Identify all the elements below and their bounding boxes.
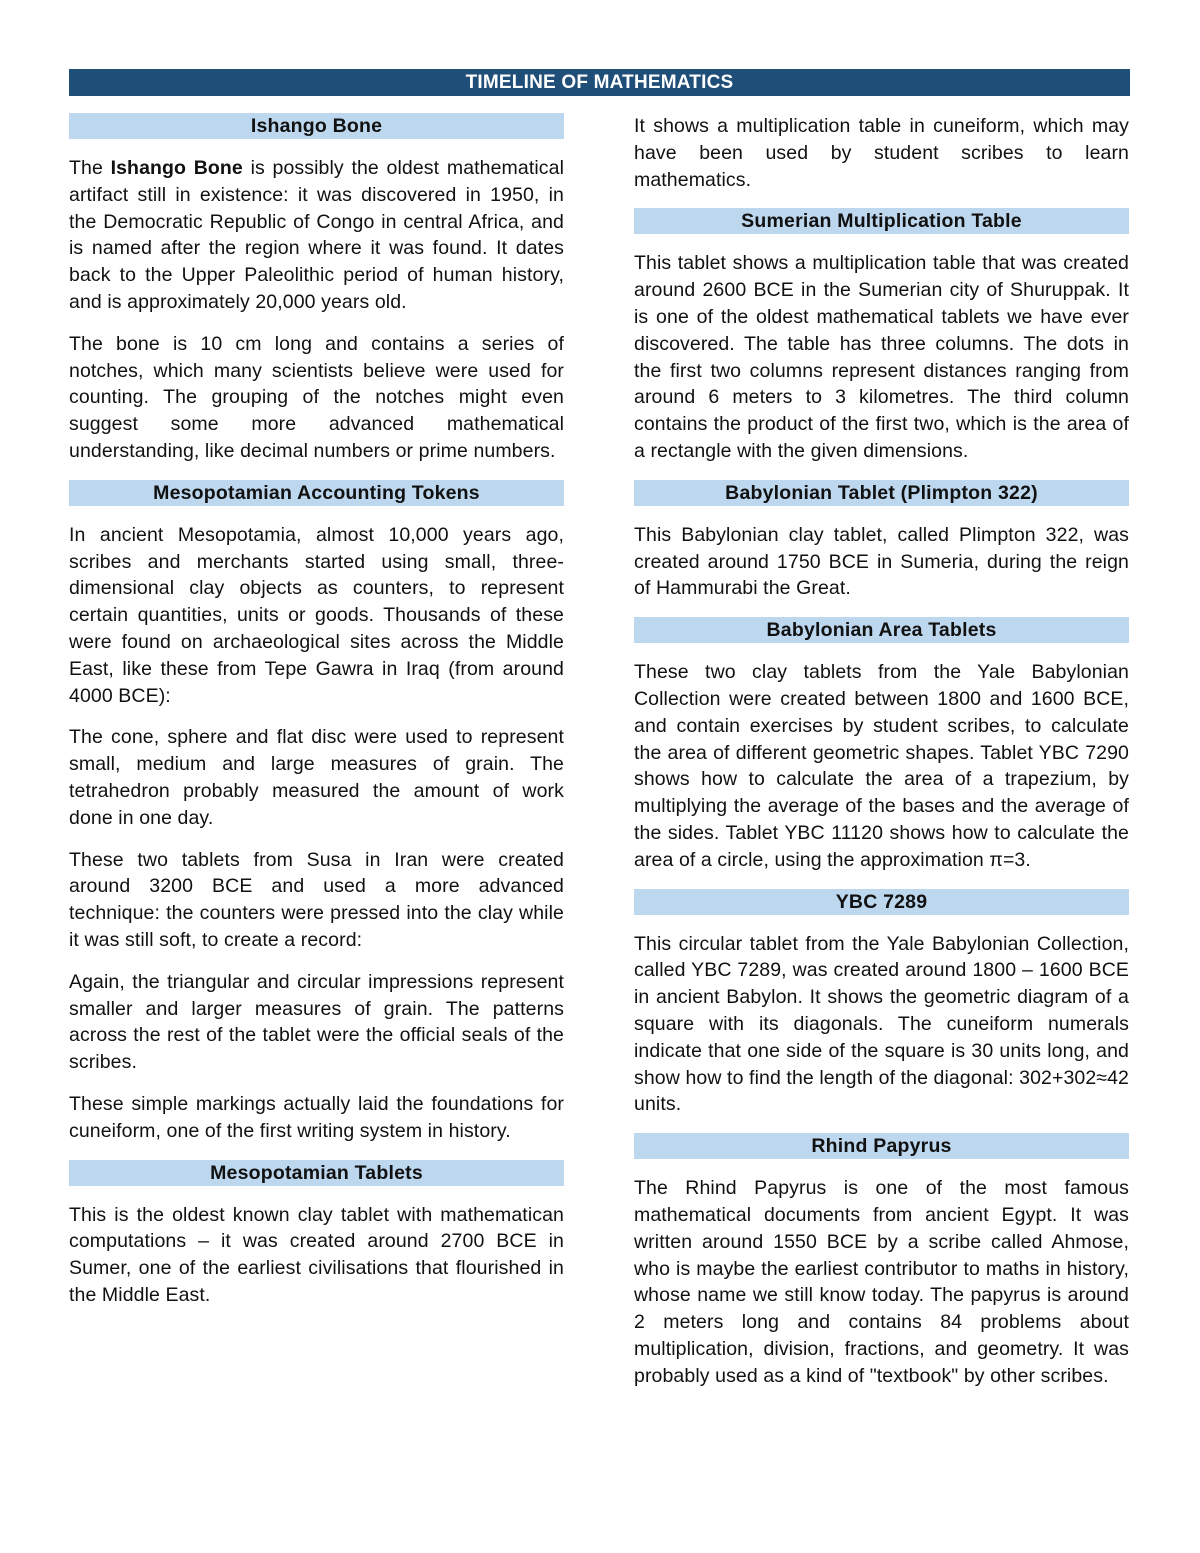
tokens-paragraph-2: The cone, sphere and flat disc were used to represent small, medium and large measures of grain. The tetrahedron probably measured the amount of work done in one day. — [69, 726, 564, 829]
heading-ishango-bone: Ishango Bone — [69, 113, 564, 139]
area-paragraph-1: These two clay tablets from the Yale Babylonian Collection were created between 1800 and 1600 BCE, and contain exercises by student scribes, to calculate the area of different geometric shapes. Tablet YBC 7290 shows how to calculate the area of a trapezium, by multiplying the average of the bases and the average of the sides. Tablet YBC 11120 shows how to calculate the area of a circle, using the approximation π=3. — [634, 661, 1129, 871]
tokens-paragraph-5: These simple markings actually laid the foundations for cuneiform, one of the first writing system in history. — [69, 1092, 564, 1142]
left-column — [69, 113, 564, 1324]
ishango-p1-pre: The — [69, 157, 111, 179]
ishango-p1-bold: Ishango Bone — [110, 157, 243, 179]
heading-mesopotamian-tablets: Mesopotamian Tablets — [69, 1160, 564, 1186]
ishango-paragraph-1 — [69, 155, 564, 316]
heading-rhind-papyrus: Rhind Papyrus — [634, 1133, 1129, 1159]
heading-babylonian-area-tablets: Babylonian Area Tablets — [634, 617, 1129, 643]
ybc-paragraph-1: This circular tablet from the Yale Babylonian Collection, called YBC 7289, was created around 1800 – 1600 BCE in ancient Babylon. It shows the geometric diagram of a square with its diagonals. The cuneiform numerals indicate that one side of the square is 30 units long, and show how to find the length of the diagonal: 302+302≈42 units. — [634, 932, 1129, 1116]
sumerian-paragraph-1: This tablet shows a multiplication table that was created around 2600 BCE in the Sumerian city of Shuruppak. It is one of the oldest mathematical tablets we have ever discovered. The table has three columns. The dots in the first two columns represent distances ranging from around 6 meters to 3 kilometres. The third column contains the product of the first two, which is the area of a rectangle with the given dimensions. — [634, 252, 1129, 462]
plimpton-paragraph-1: This Babylonian clay tablet, called Plimpton 322, was created around 1750 BCE in Sumeria, during the reign of Hammurabi the Great. — [634, 523, 1129, 600]
tokens-paragraph-1: In ancient Mesopotamia, almost 10,000 years ago, scribes and merchants started using small, three-dimensional clay objects as counters, to represent certain quantities, units or goods. Thousands of these were found on archaeological sites across the Middle East, like these from Tepe Gawra in Iraq (from around 4000 BCE): — [69, 523, 564, 707]
rhind-paragraph-1: The Rhind Papyrus is one of the most famous mathematical documents from ancient Egypt. It was written around 1550 BCE by a scribe called Ahmose, who is maybe the earliest contributor to maths in history, whose name we still know today. The papyrus is around 2 meters long and contains 84 problems about multiplication, division, fractions, and geometry. It was probably used as a kind of "textbook" by other scribes. — [634, 1177, 1129, 1387]
heading-ybc-7289: YBC 7289 — [634, 889, 1129, 915]
tablets-paragraph-1: This is the oldest known clay tablet with mathematican computations – it was created around 2700 BCE in Sumer, one of the earliest civilisations that flourished in the Middle East. — [69, 1203, 564, 1306]
document-title: TIMELINE OF MATHEMATICS — [69, 69, 1130, 96]
ishango-paragraph-2: The bone is 10 cm long and contains a series of notches, which many scientists believe were used for counting. The grouping of the notches might even suggest some more advanced mathematical understanding, like decimal numbers or prime numbers. — [69, 332, 564, 462]
ishango-p1-post: is possibly the oldest mathematical artifact still in existence: it was discovered in 1950, in the Democratic Republic of Congo in central Africa, and is named after the region where it was found. It dates back to the Upper Paleolithic period of human history, and is approximately 20,000 years old. — [69, 157, 565, 313]
heading-sumerian-multiplication-table: Sumerian Multiplication Table — [634, 208, 1129, 234]
tokens-paragraph-3: These two tablets from Susa in Iran were created around 3200 BCE and used a more advanced technique: the counters were pressed into the clay while it was still soft, to create a record: — [69, 848, 564, 951]
tablets-continued-paragraph: It shows a multiplication table in cuneiform, which may have been used by student scribes to learn mathematics. — [634, 115, 1129, 191]
heading-accounting-tokens: Mesopotamian Accounting Tokens — [69, 480, 564, 506]
right-column — [634, 113, 1129, 1404]
tokens-paragraph-4: Again, the triangular and circular impressions represent smaller and larger measures of grain. The patterns across the rest of the tablet were the official seals of the scribes. — [69, 970, 564, 1074]
heading-plimpton-322: Babylonian Tablet (Plimpton 322) — [634, 480, 1129, 506]
